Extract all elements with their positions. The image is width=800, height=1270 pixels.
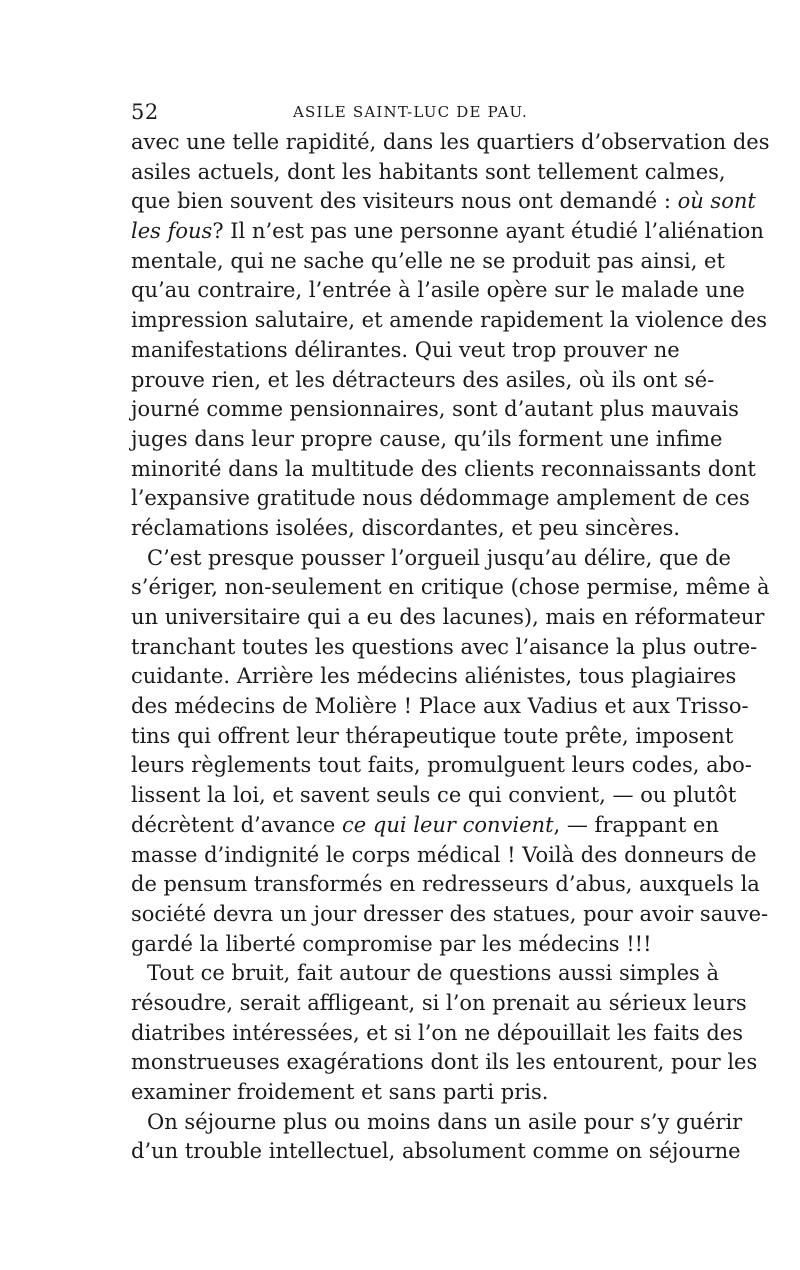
text-segment: tins qui offrent leur thérapeutique toute prête, imposent bbox=[131, 723, 734, 748]
body-text bbox=[131, 128, 770, 1167]
text-line bbox=[131, 276, 745, 306]
text-segment: cuidante. Arrière les médecins aliénistes, tous plagiaires bbox=[131, 664, 737, 689]
text-segment: , — frappant en bbox=[553, 812, 719, 837]
text-segment: prouve rien, et les détracteurs des asiles, où ils ont sé- bbox=[131, 367, 715, 392]
text-segment: tranchant toutes les questions avec l’aisance la plus outre- bbox=[131, 634, 758, 659]
text-segment: que bien souvent des visiteurs nous ont demandé : bbox=[131, 189, 678, 214]
text-line bbox=[131, 662, 737, 692]
text-line bbox=[131, 781, 737, 811]
text-segment: leurs règlements tout faits, promulguent leurs codes, abo- bbox=[131, 753, 752, 778]
text-segment: impression salutaire, et amende rapidement la violence des bbox=[131, 308, 768, 333]
text-segment: journé comme pensionnaires, sont d’autant plus mauvais bbox=[131, 397, 739, 422]
text-segment: monstrueuses exagérations dont ils les entourent, pour les bbox=[131, 1050, 758, 1075]
text-segment: Tout ce bruit, fait autour de questions aussi simples à bbox=[147, 961, 719, 986]
text-segment: lissent la loi, et savent seuls ce qui convient, — ou plutôt bbox=[131, 783, 737, 808]
text-segment: de pensum transformés en redresseurs d’abus, auxquels la bbox=[131, 872, 760, 897]
italic-text: ce qui leur convient bbox=[342, 812, 554, 837]
text-line bbox=[131, 217, 764, 247]
text-line bbox=[131, 1078, 676, 1108]
text-segment: asiles actuels, dont les habitants sont tellement calmes, bbox=[131, 159, 726, 184]
text-line bbox=[131, 811, 719, 841]
text-line bbox=[131, 514, 681, 544]
text-line bbox=[131, 425, 723, 455]
text-segment: examiner froidement et sans parti pris. bbox=[131, 1080, 549, 1104]
text-line bbox=[131, 1019, 744, 1049]
text-segment: société devra un jour dresser des statues, pour avoir sauve- bbox=[131, 901, 769, 926]
text-segment: gardé la liberté compromise par les médecins !!! bbox=[131, 931, 652, 956]
text-line bbox=[131, 692, 749, 722]
text-line bbox=[131, 366, 715, 396]
text-line bbox=[131, 633, 758, 663]
text-line bbox=[131, 544, 731, 574]
text-line bbox=[131, 187, 756, 217]
text-segment: résoudre, serait affligeant, si l’on prenait au sérieux leurs bbox=[131, 990, 747, 1015]
text-segment: ? Il n’est pas une personne ayant étudié l’aliénation bbox=[212, 219, 764, 244]
text-segment: manifestations délirantes. Qui veut trop prouver ne bbox=[131, 337, 680, 362]
text-segment: On séjourne plus ou moins dans un asile pour s’y guérir bbox=[147, 1109, 743, 1134]
text-line bbox=[131, 989, 747, 1019]
text-line bbox=[131, 455, 756, 485]
text-segment: réclamations isolées, discordantes, et peu sincères. bbox=[131, 515, 681, 540]
text-line bbox=[131, 1108, 743, 1138]
running-head: ASILE SAINT-LUC DE PAU. bbox=[293, 103, 528, 121]
text-line bbox=[131, 336, 680, 366]
text-segment: minorité dans la multitude des clients reconnaissants dont bbox=[131, 456, 756, 481]
text-segment: l’expansive gratitude nous dédommage amplement de ces bbox=[131, 486, 750, 511]
text-segment: des médecins de Molière ! Place aux Vadius et aux Trisso- bbox=[131, 694, 749, 719]
text-line bbox=[131, 1048, 758, 1078]
text-segment: décrètent d’avance bbox=[131, 812, 343, 837]
text-segment: un universitaire qui a eu des lacunes), mais en réformateur bbox=[131, 605, 765, 629]
text-line bbox=[131, 484, 750, 514]
text-segment: mentale, qui ne sache qu’elle ne se produit pas ainsi, et bbox=[131, 248, 725, 273]
text-line bbox=[131, 930, 676, 960]
text-line bbox=[131, 573, 770, 603]
italic-text: où sont bbox=[677, 189, 756, 214]
text-line bbox=[131, 959, 719, 989]
text-line bbox=[131, 158, 726, 188]
text-line bbox=[131, 306, 768, 336]
text-line bbox=[131, 870, 760, 900]
page-header bbox=[131, 100, 676, 124]
text-segment: juges dans leur propre cause, qu’ils forment une infime bbox=[131, 426, 723, 451]
text-line bbox=[131, 751, 752, 781]
text-line bbox=[131, 722, 734, 752]
text-segment: avec une telle rapidité, dans les quartiers d’observation des bbox=[131, 130, 770, 154]
text-line bbox=[131, 841, 757, 871]
italic-text: les fous bbox=[131, 219, 213, 244]
text-line bbox=[131, 395, 739, 425]
page-number: 52 bbox=[131, 100, 159, 124]
text-segment: diatribes intéressées, et si l’on ne dépouillait les faits des bbox=[131, 1020, 744, 1045]
text-line bbox=[131, 900, 769, 930]
text-line bbox=[131, 603, 765, 633]
text-segment: s’ériger, non-seulement en critique (chose permise, même à bbox=[131, 575, 770, 600]
text-segment: C’est presque pousser l’orgueil jusqu’au délire, que de bbox=[147, 545, 731, 570]
text-line bbox=[131, 128, 770, 158]
text-line bbox=[131, 1137, 741, 1167]
text-line bbox=[131, 247, 725, 277]
text-segment: qu’au contraire, l’entrée à l’asile opère sur le malade une bbox=[131, 278, 745, 303]
text-segment: d’un trouble intellectuel, absolument comme on séjourne bbox=[131, 1139, 741, 1164]
text-segment: masse d’indignité le corps médical ! Voilà des donneurs de bbox=[131, 842, 757, 867]
